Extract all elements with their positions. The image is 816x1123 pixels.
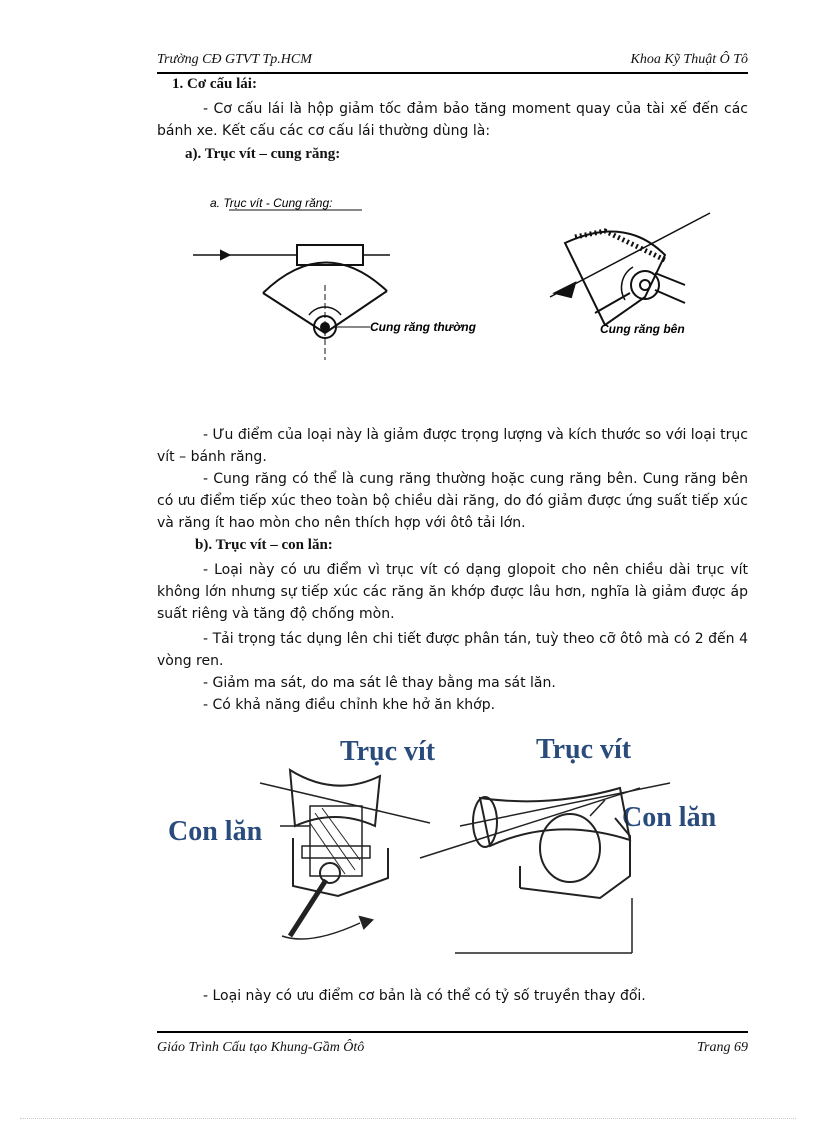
header-rule <box>157 72 748 74</box>
sub-b-para-1: - Loại này có ưu điểm vì trục vít có dạng glopoit cho nên chiều dài trục vít không lớn nhưng sự tiếp xúc các răng ăn khớp được lâu hơn, nghĩa là giảm được áp suất riêng và tăng độ chống mòn. <box>157 562 748 622</box>
side-sector-label: Cung răng bên <box>600 322 685 336</box>
worm-roller-left-drawing <box>260 770 430 939</box>
worm-roller-figure <box>160 728 750 960</box>
footer-rule <box>157 1031 748 1033</box>
section-intro: - Cơ cấu lái là hộp giảm tốc đảm bảo tăng moment quay của tài xế đến các bánh xe. Kết cấu các cơ cấu lái thường dùng là: <box>157 101 748 139</box>
section-title: 1. Cơ cấu lái: <box>172 76 257 92</box>
side-sector-drawing <box>550 213 710 325</box>
worm-label-right: Trục vít <box>536 734 632 765</box>
roller-label-left: Con lăn <box>168 816 263 847</box>
page-number: Trang 69 <box>697 1040 748 1055</box>
bottom-dotted-border <box>20 1118 796 1119</box>
subsection-a-title: a). Trục vít – cung răng: <box>185 146 341 162</box>
header-department: Khoa Kỹ Thuật Ô Tô <box>630 52 748 67</box>
subsection-b-title: b). Trục vít – con lăn: <box>195 537 333 553</box>
regular-sector-drawing <box>193 245 390 360</box>
header-school: Trường CĐ GTVT Tp.HCM <box>157 52 312 67</box>
sub-a-para-2: - Cung răng có thể là cung răng thường hoặc cung răng bên. Cung răng bên có ưu điểm tiếp xúc theo toàn bộ chiều dài răng, do đó giảm được ứng suất tiếp xúc và răng ít hao mòn cho nên thích hợp với ôtô tải lớn. <box>157 471 748 531</box>
sub-a-para-1: - Ưu điểm của loại này là giảm được trọng lượng và kích thước so với loại trục vít – bánh răng. <box>157 427 748 465</box>
roller-label-right: Con lăn <box>622 802 717 833</box>
footer-textbook: Giáo Trình Cấu tạo Khung-Gầm Ôtô <box>157 1040 365 1055</box>
sub-b-para-2: - Tải trọng tác dụng lên chi tiết được phân tán, tuỳ theo cỡ ôtô mà có 2 đến 4 vòng ren. <box>157 631 748 669</box>
page-header <box>157 52 748 72</box>
sub-b-para-4: - Có khả năng điều chỉnh khe hở ăn khớp. <box>203 697 496 713</box>
figure-a-caption: a. Trục vít - Cung răng: <box>210 196 333 210</box>
worm-label-left: Trục vít <box>340 736 436 767</box>
sub-b-para-3: - Giảm ma sát, do ma sát lê thay bằng ma sát lăn. <box>203 675 556 691</box>
regular-sector-label: Cung răng thường <box>370 320 476 334</box>
sub-b-conclusion: - Loại này có ưu điểm cơ bản là có thể có tỷ số truyền thay đổi. <box>203 988 646 1004</box>
worm-sector-figure <box>185 185 725 395</box>
page-footer <box>157 1040 748 1060</box>
